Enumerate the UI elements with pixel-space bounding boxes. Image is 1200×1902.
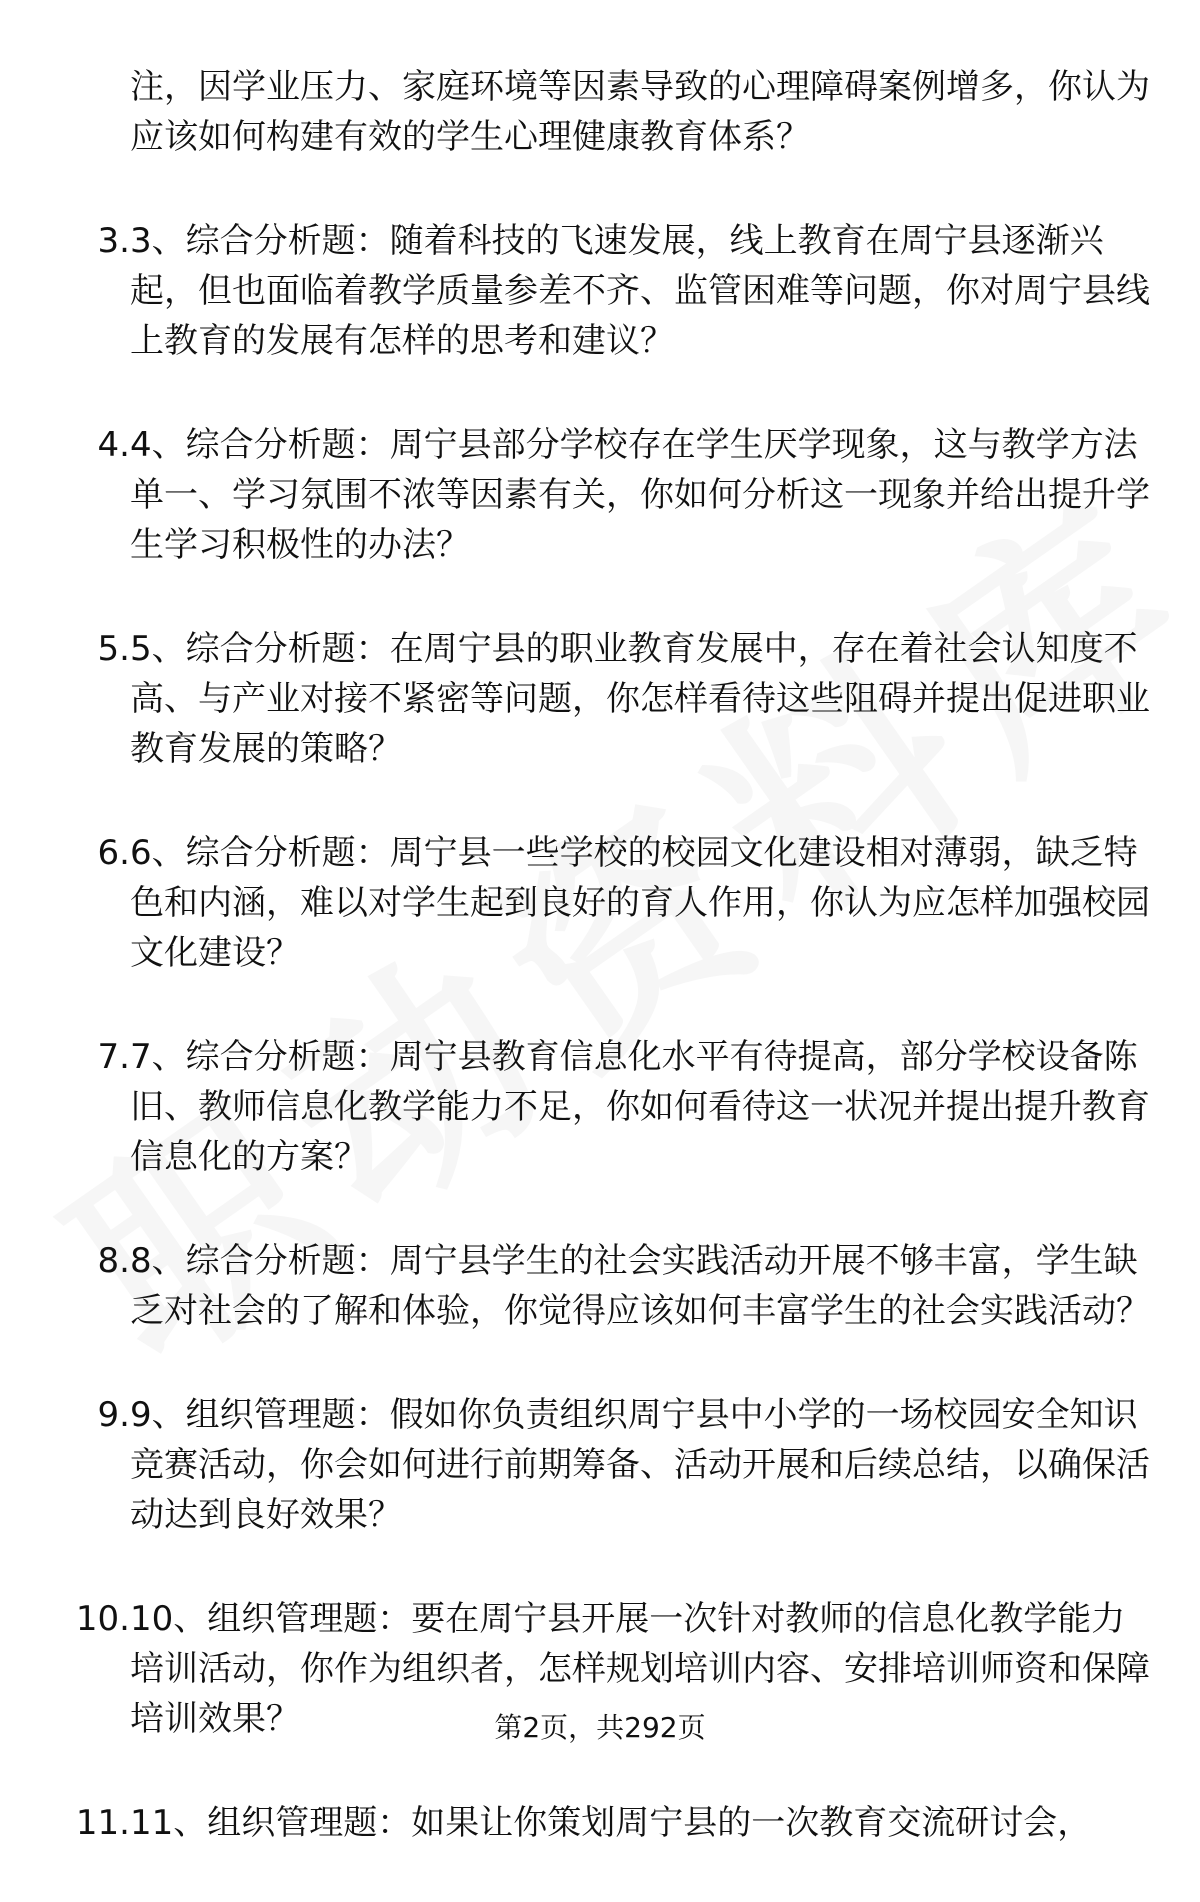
question-list (0, 62, 1200, 1902)
item-text: 3、综合分析题：随着科技的飞速发展，线上教育在周宁县逐渐兴起，但也面临着教学质量参差不齐、监管困难等问题，你对周宁县线上教育的发展有怎样的思考和建议？ (130, 221, 1150, 361)
item-number: 7. (97, 1037, 130, 1077)
item-text: 5、综合分析题：在周宁县的职业教育发展中，存在着社会认知度不高、与产业对接不紧密等问题，你怎样看待这些阻碍并提出促进职业教育发展的策略？ (130, 629, 1150, 769)
list-item (0, 62, 1200, 162)
item-number: 4. (97, 425, 130, 465)
item-number: 5. (97, 629, 130, 669)
item-number: 8. (97, 1241, 130, 1281)
item-text: 4、综合分析题：周宁县部分学校存在学生厌学现象，这与教学方法单一、学习氛围不浓等因素有关，你如何分析这一现象并给出提升学生学习积极性的办法？ (130, 425, 1150, 565)
list-item (0, 624, 1200, 774)
item-number: 3. (97, 221, 130, 261)
list-item (0, 216, 1200, 366)
item-number: 9. (97, 1395, 130, 1435)
item-text: 9、组织管理题：假如你负责组织周宁县中小学的一场校园安全知识竞赛活动，你会如何进行前期筹备、活动开展和后续总结，以确保活动达到良好效果？ (130, 1395, 1150, 1535)
item-text: 8、综合分析题：周宁县学生的社会实践活动开展不够丰富，学生缺乏对社会的了解和体验，你觉得应该如何丰富学生的社会实践活动？ (130, 1241, 1150, 1331)
item-number: 6. (97, 833, 130, 873)
list-item (0, 1390, 1200, 1540)
item-text: 11、组织管理题：如果让你策划周宁县的一次教育交流研讨会， (130, 1803, 1092, 1843)
item-text: 10、组织管理题：要在周宁县开展一次针对教师的信息化教学能力培训活动，你作为组织者，怎样规划培训内容、安排培训师资和保障培训效果？ (130, 1599, 1150, 1739)
list-item (0, 1236, 1200, 1336)
item-text: 6、综合分析题：周宁县一些学校的校园文化建设相对薄弱，缺乏特色和内涵，难以对学生起到良好的育人作用，你认为应怎样加强校园文化建设？ (130, 833, 1150, 973)
list-item (0, 1798, 1200, 1848)
item-number: 11. (75, 1803, 130, 1843)
list-item (0, 420, 1200, 570)
item-text: 注，因学业压力、家庭环境等因素导致的心理障碍案例增多，你认为应该如何构建有效的学生心理健康教育体系？ (130, 67, 1150, 157)
page-footer: 第2页，共292页 (494, 1711, 706, 1744)
list-item (0, 1032, 1200, 1182)
list-item (0, 828, 1200, 978)
item-number: 10. (75, 1599, 130, 1639)
item-text: 7、综合分析题：周宁县教育信息化水平有待提高，部分学校设备陈旧、教师信息化教学能力不足，你如何看待这一状况并提出提升教育信息化的方案？ (130, 1037, 1150, 1177)
